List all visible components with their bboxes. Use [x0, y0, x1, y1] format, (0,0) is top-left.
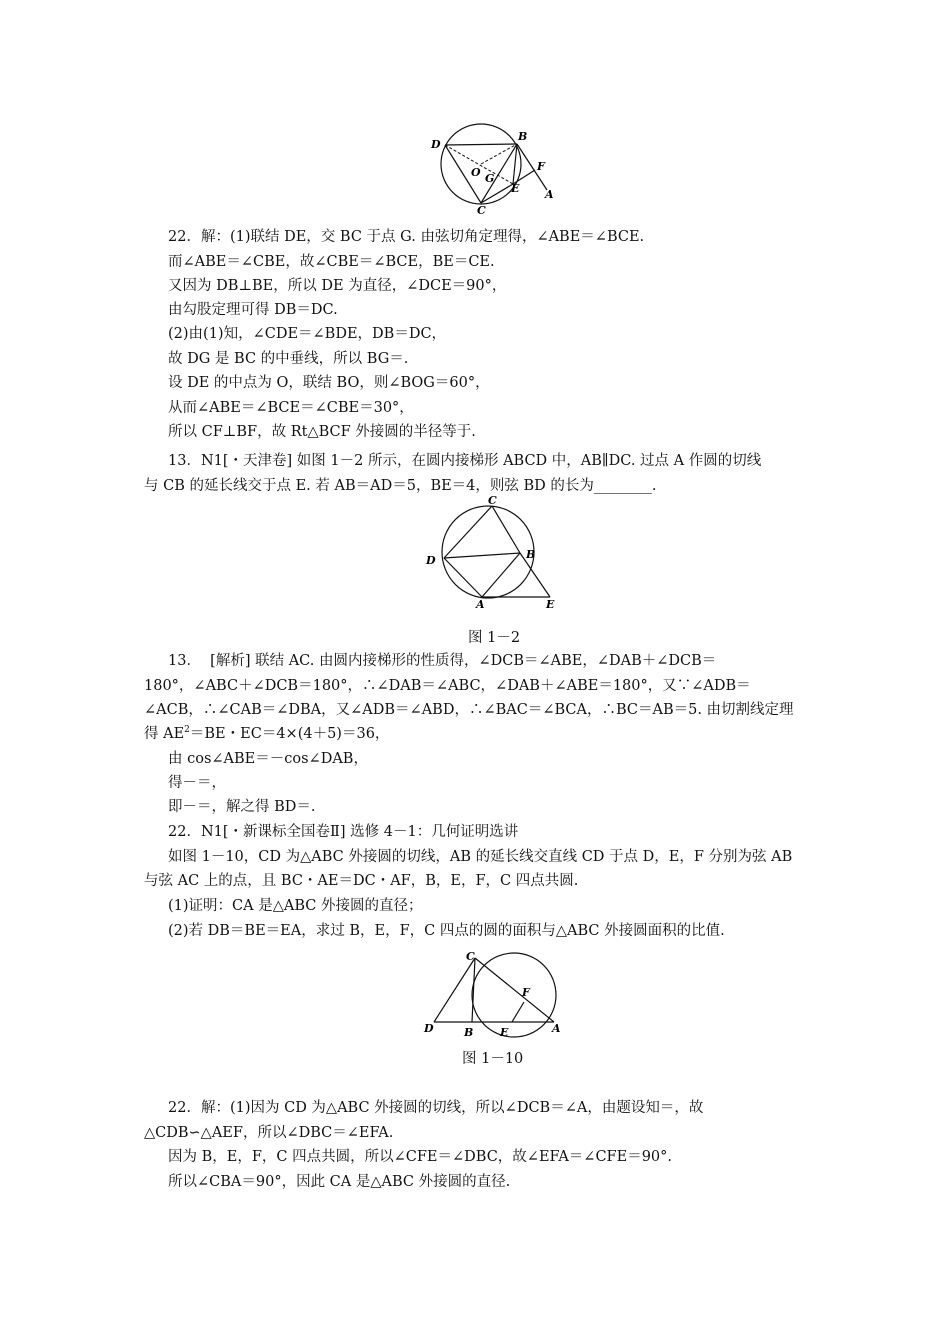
text-line: 设 DE 的中点为 O，联结 BO，则∠BOG＝60°，: [168, 375, 490, 391]
text-line: 即－＝，解之得 BD＝.: [168, 799, 316, 815]
ae-superscript: 2: [184, 725, 190, 736]
figure-caption: 图 1－10: [462, 1051, 524, 1067]
label-A: A: [476, 598, 485, 611]
label-O: O: [471, 166, 481, 179]
text-line: 与弦 AC 上的点，且 BC・AE＝DC・AF，B，E，F，C 四点共圆.: [144, 873, 579, 889]
ae-rest: ＝BE・EC＝4×(4＋5)＝36，: [189, 726, 390, 742]
label-C: C: [488, 496, 497, 507]
label-F: F: [537, 160, 545, 173]
label-E: E: [511, 182, 520, 195]
figure-circle-tangent: [425, 120, 565, 220]
text-line: 而∠ABE＝∠CBE，故∠CBE＝∠BCE，BE＝CE.: [168, 254, 495, 270]
label-A: A: [552, 1022, 561, 1035]
text-line: 故 DG 是 BC 的中垂线，所以 BG＝.: [168, 351, 409, 367]
figure-1-10: [420, 950, 570, 1045]
text-line: 又因为 DB⊥BE，所以 DE 为直径，∠DCE＝90°，: [168, 278, 507, 294]
text-line: 所以∠CBA＝90°，因此 CA 是△ABC 外接圆的直径.: [168, 1174, 511, 1190]
label-E: E: [546, 598, 555, 611]
text-line: ∠ACB，∴∠CAB＝∠DBA，又∠ADB＝∠ABD，∴∠BAC＝∠BCA，∴BC＝AB＝5. 由切割线定理: [144, 702, 794, 718]
text-line: 由 cos∠ABE＝－cos∠DAB，: [168, 751, 368, 767]
label-E: E: [500, 1026, 509, 1039]
label-F: F: [522, 986, 530, 999]
text-line: 13．N1[・天津卷] 如图 1－2 所示，在圆内接梯形 ABCD 中，AB∥DC. 过点 A 作圆的切线: [168, 453, 762, 469]
label-G: G: [485, 172, 495, 185]
text-line: (2)若 DB＝BE＝EA，求过 B，E，F，C 四点的圆的面积与△ABC 外接圆面积的比值.: [168, 923, 725, 939]
text-line: 从而∠ABE＝∠BCE＝∠CBE＝30°，: [168, 400, 414, 416]
label-D: D: [431, 138, 441, 151]
text-line: 由勾股定理可得 DB＝DC.: [168, 302, 338, 318]
text-line: [144, 724, 389, 744]
label-C: C: [466, 950, 475, 963]
label-B: B: [464, 1026, 474, 1039]
label-D: D: [424, 1022, 434, 1035]
figure-1-2: [420, 496, 570, 611]
text-line: 180°，∠ABC＋∠DCB＝180°，∴∠DAB＝∠ABC，∠DAB＋∠ABE＝180°，又∵∠ADB＝: [144, 678, 751, 694]
text-line: 所以 CF⊥BF，故 Rt△BCF 外接圆的半径等于.: [168, 424, 476, 440]
label-B: B: [518, 130, 528, 143]
text-line: 因为 B，E，F，C 四点共圆，所以∠CFE＝∠DBC，故∠EFA＝∠CFE＝90°.: [168, 1149, 673, 1165]
ae-prefix: 得 AE: [144, 726, 185, 742]
text-line: 与 CB 的延长线交于点 E. 若 AB＝AD＝5，BE＝4，则弦 BD 的长为________.: [144, 478, 657, 494]
text-line: 如图 1－10，CD 为△ABC 外接圆的切线，AB 的延长线交直线 CD 于点 D，E，F 分别为弦 AB: [168, 849, 793, 865]
text-line: 13． [解析] 联结 AC. 由圆内接梯形的性质得，∠DCB＝∠ABE，∠DAB＋∠DCB＝: [168, 653, 717, 669]
label-A: A: [545, 188, 554, 201]
text-line: (2)由(1)知，∠CDE＝∠BDE，DB＝DC，: [168, 326, 447, 342]
label-D: D: [426, 554, 436, 567]
text-line: 22．解：(1)因为 CD 为△ABC 外接圆的切线，所以∠DCB＝∠A，由题设知＝，故: [168, 1100, 704, 1116]
label-B: B: [526, 548, 536, 561]
text-line: 22．解：(1)联结 DE，交 BC 于点 G. 由弦切角定理得，∠ABE＝∠BCE.: [168, 229, 645, 245]
text-line: 22．N1[・新课标全国卷Ⅱ] 选修 4－1：几何证明选讲: [168, 824, 519, 840]
text-line: (1)证明：CA 是△ABC 外接圆的直径；: [168, 898, 423, 914]
text-line: 得－＝，: [168, 775, 226, 791]
text-line: △CDB∽△AEF，所以∠DBC＝∠EFA.: [144, 1125, 394, 1141]
label-C: C: [477, 204, 486, 217]
figure-caption: 图 1－2: [468, 630, 521, 646]
